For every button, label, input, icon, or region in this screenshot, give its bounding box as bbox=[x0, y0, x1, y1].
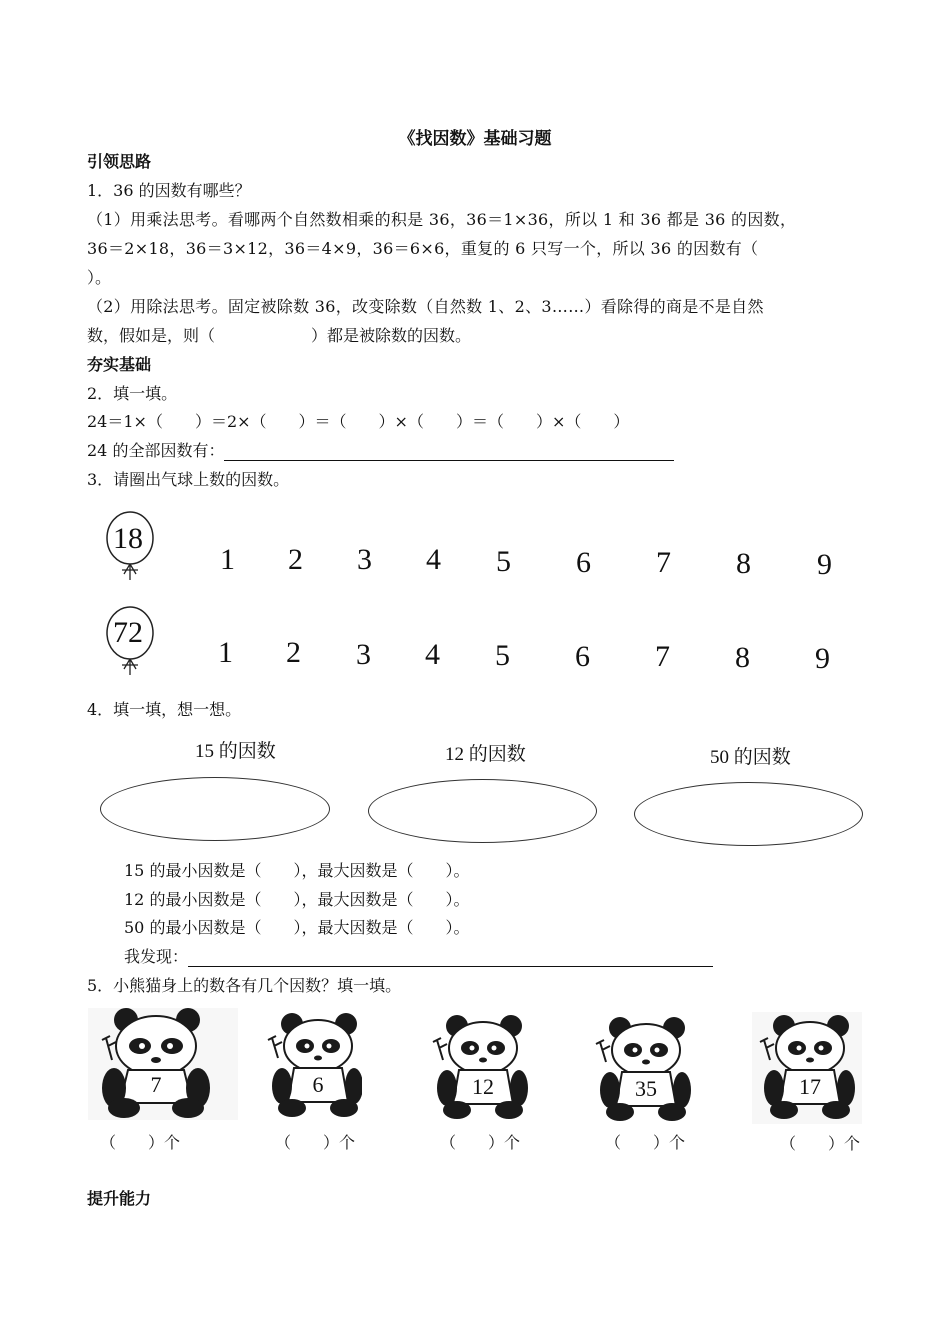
question-3-stem: 3．请圈出气球上数的因数。 bbox=[87, 470, 290, 489]
question-2-equation: 24＝1×（ ）＝2×（ ）＝（ ）×（ ）＝（ ）×（ ） bbox=[87, 412, 630, 431]
question-4-stem: 4．填一填，想一想。 bbox=[87, 700, 242, 719]
discovery-line bbox=[124, 947, 713, 967]
factor-count-blank[interactable]: （ ）个 bbox=[780, 1134, 861, 1153]
panda-figure bbox=[752, 1012, 862, 1128]
factor-set-label: 12 的因数 bbox=[445, 744, 526, 765]
question-1-part1-line3: ）。 bbox=[87, 268, 112, 287]
question-1-part2-line1: （2）用除法思考。固定被除数 36，改变除数（自然数 1、2、3……）看除得的商是不是自然 bbox=[87, 297, 764, 316]
candidate-number[interactable]: 9 bbox=[815, 642, 830, 675]
candidate-number[interactable]: 3 bbox=[356, 638, 371, 671]
candidate-number[interactable]: 3 bbox=[357, 543, 372, 576]
factor-count-blank[interactable]: （ ）个 bbox=[100, 1133, 181, 1152]
question-1-part1-line1: （1）用乘法思考。看哪两个自然数相乘的积是 36，36＝1×36，所以 1 和 36 都是 36 的因数， bbox=[87, 210, 797, 229]
candidate-number[interactable]: 1 bbox=[220, 543, 235, 576]
panda-figure bbox=[88, 1008, 238, 1124]
panda-number: 17 bbox=[799, 1074, 821, 1099]
discovery-label: 我发现： bbox=[124, 947, 189, 966]
question-1-part2-line2: 数，假如是，则（ ）都是被除数的因数。 bbox=[87, 326, 472, 345]
candidate-number[interactable]: 7 bbox=[656, 546, 671, 579]
all-factors-label: 24 的全部因数有： bbox=[87, 441, 225, 460]
factor-count-blank[interactable]: （ ）个 bbox=[275, 1133, 356, 1152]
factor-count-blank[interactable]: （ ）个 bbox=[605, 1133, 686, 1152]
balloon-number: 72 bbox=[113, 616, 143, 649]
question-2-all-factors bbox=[87, 441, 674, 461]
panda-icon bbox=[88, 1008, 238, 1120]
candidate-number[interactable]: 1 bbox=[218, 636, 233, 669]
panda-icon bbox=[425, 1012, 530, 1122]
panda-figure bbox=[425, 1012, 530, 1126]
answer-blank-line[interactable] bbox=[224, 444, 674, 461]
section-heading-improve: 提升能力 bbox=[87, 1189, 152, 1208]
candidate-number[interactable]: 5 bbox=[496, 545, 511, 578]
factor-set-ellipse[interactable] bbox=[368, 779, 597, 843]
candidate-number[interactable]: 8 bbox=[735, 641, 750, 674]
factor-count-blank[interactable]: （ ）个 bbox=[440, 1133, 521, 1152]
question-2-stem: 2．填一填。 bbox=[87, 384, 178, 403]
candidate-number[interactable]: 7 bbox=[655, 640, 670, 673]
min-max-line: 50 的最小因数是（ ），最大因数是（ ）。 bbox=[124, 918, 470, 937]
candidate-number[interactable]: 6 bbox=[575, 640, 590, 673]
balloon-number: 18 bbox=[113, 522, 143, 555]
panda-figure bbox=[262, 1010, 362, 1124]
question-5-stem: 5．小熊猫身上的数各有几个因数？填一填。 bbox=[87, 976, 402, 995]
page-title: 《找因数》基础习题 bbox=[398, 129, 552, 149]
min-max-line: 12 的最小因数是（ ），最大因数是（ ）。 bbox=[124, 890, 470, 909]
factor-set-ellipse[interactable] bbox=[100, 777, 330, 841]
candidate-number[interactable]: 2 bbox=[286, 636, 301, 669]
factor-set-ellipse[interactable] bbox=[634, 782, 863, 846]
candidate-number[interactable]: 8 bbox=[736, 547, 751, 580]
panda-figure bbox=[588, 1014, 693, 1128]
panda-number: 6 bbox=[312, 1072, 324, 1097]
factor-set-label: 15 的因数 bbox=[195, 741, 276, 762]
candidate-number[interactable]: 4 bbox=[425, 638, 440, 671]
panda-icon bbox=[752, 1012, 862, 1124]
candidate-number[interactable]: 4 bbox=[426, 543, 441, 576]
panda-number: 35 bbox=[635, 1076, 657, 1101]
panda-icon bbox=[262, 1010, 362, 1120]
panda-number: 12 bbox=[472, 1074, 494, 1099]
question-1-stem: 1．36 的因数有哪些？ bbox=[87, 181, 251, 200]
answer-blank-line[interactable] bbox=[188, 950, 713, 967]
candidate-number[interactable]: 9 bbox=[817, 548, 832, 581]
candidate-number[interactable]: 2 bbox=[288, 543, 303, 576]
section-heading-basics: 夯实基础 bbox=[87, 355, 152, 374]
question-1-part1-line2: 36＝2×18，36＝3×12，36＝4×9，36＝6×6，重复的 6 只写一个，所以 36 的因数有（ bbox=[87, 239, 759, 258]
factor-set-label: 50 的因数 bbox=[710, 747, 791, 768]
panda-number: 7 bbox=[150, 1072, 162, 1097]
candidate-number[interactable]: 6 bbox=[576, 546, 591, 579]
candidate-number[interactable]: 5 bbox=[495, 639, 510, 672]
panda-icon bbox=[588, 1014, 693, 1124]
min-max-line: 15 的最小因数是（ ），最大因数是（ ）。 bbox=[124, 861, 470, 880]
section-heading-guide: 引领思路 bbox=[87, 152, 152, 171]
